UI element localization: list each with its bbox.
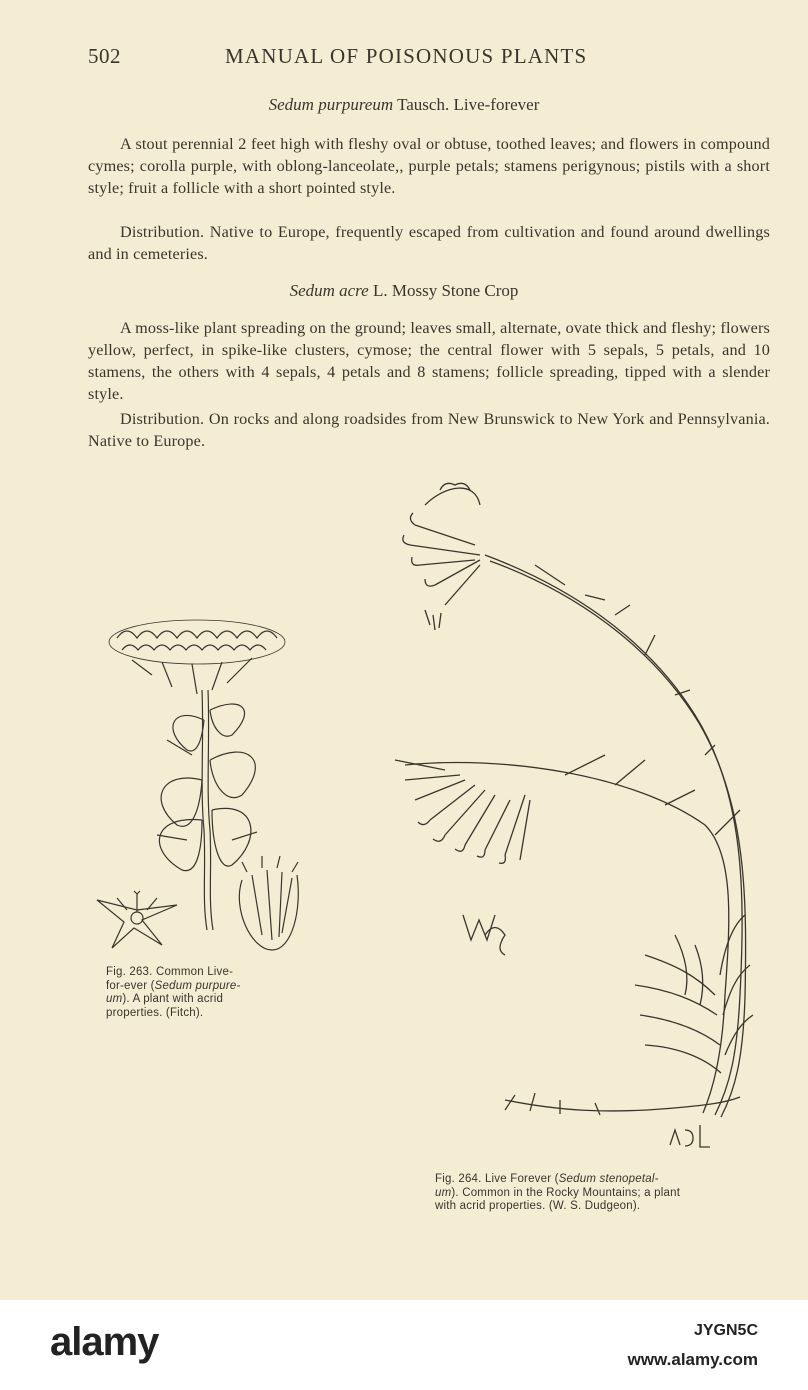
flower-cluster-top [403, 483, 480, 630]
flower-cluster-mid [395, 760, 530, 863]
page-header [88, 44, 768, 74]
description-paragraph [88, 133, 770, 199]
distribution-text: Distribution. Native to Europe, frequently escaped from cultivation and found around dwellings and in cemeteries. [88, 223, 770, 263]
figure-264-illustration [385, 475, 775, 1155]
description-paragraph [88, 317, 770, 405]
image-id: JYGN5C [693, 1322, 758, 1339]
distribution-paragraph [88, 408, 770, 452]
caption-line: um). Common in the Rocky Mountains; a plant [435, 1186, 681, 1199]
caption-line: for-ever (Sedum purpure- [106, 979, 241, 992]
caption-line: Fig. 263. Common Live- [106, 966, 234, 978]
flower-cluster [109, 620, 285, 694]
running-title: MANUAL OF POISONOUS PLANTS [225, 44, 588, 68]
flower-detail-left [97, 891, 177, 948]
page-number: 502 [88, 44, 121, 68]
figure-264-caption [435, 1173, 775, 1214]
leaves [535, 565, 753, 1073]
species-name: Sedum purpureum [268, 95, 394, 114]
species-heading-sedum-acre [0, 281, 808, 301]
flower-detail-right [239, 856, 298, 950]
caption-line: Fig. 264. Live Forever (Sedum stenopetal- [435, 1173, 659, 1185]
figure-263-illustration [92, 610, 312, 960]
species-authority: L. Mossy Stone Crop [368, 281, 519, 300]
species-name: Sedum acre [289, 281, 369, 300]
stock-footer [0, 1300, 808, 1390]
distribution-paragraph [88, 221, 770, 265]
description-text: A moss-like plant spreading on the ground; leaves small, alternate, ovate thick and fleshy; flowers yellow, perfect, in spike-like clusters, cymose; the central flower with 5 sepals, 5 petals, and 10 stamens, the others with 4 sepals, 4 petals and 8 stamens; follicle spreading, tipped with a slender style. [88, 319, 770, 403]
site-url[interactable]: www.alamy.com [627, 1350, 758, 1369]
figure-263-caption [106, 966, 306, 1020]
root-base [505, 1093, 740, 1115]
caption-line: properties. (Fitch). [106, 1006, 204, 1019]
leaves [157, 704, 257, 871]
distribution-text: Distribution. On rocks and along roadsides from New Brunswick to New York and Pennsylvania. Native to Europe. [88, 410, 770, 450]
artist-monogram [463, 915, 505, 955]
alamy-logo: alamy [50, 1320, 159, 1364]
species-authority: Tausch. Live-forever [393, 95, 540, 114]
description-text: A stout perennial 2 feet high with fleshy oval or obtuse, toothed leaves; and flowers in compound cymes; corolla purple, with oblong-lanceolate,, purple petals; stamens perigynous; pistils with a short style; fruit a follicle with a short pointed style. [88, 135, 770, 197]
species-heading-sedum-purpureum [0, 95, 808, 115]
caption-line: um). A plant with acrid [106, 993, 224, 1005]
caption-line: with acrid properties. (W. S. Dudgeon). [435, 1200, 641, 1212]
stem [405, 763, 729, 1114]
artist-initials [670, 1125, 710, 1147]
